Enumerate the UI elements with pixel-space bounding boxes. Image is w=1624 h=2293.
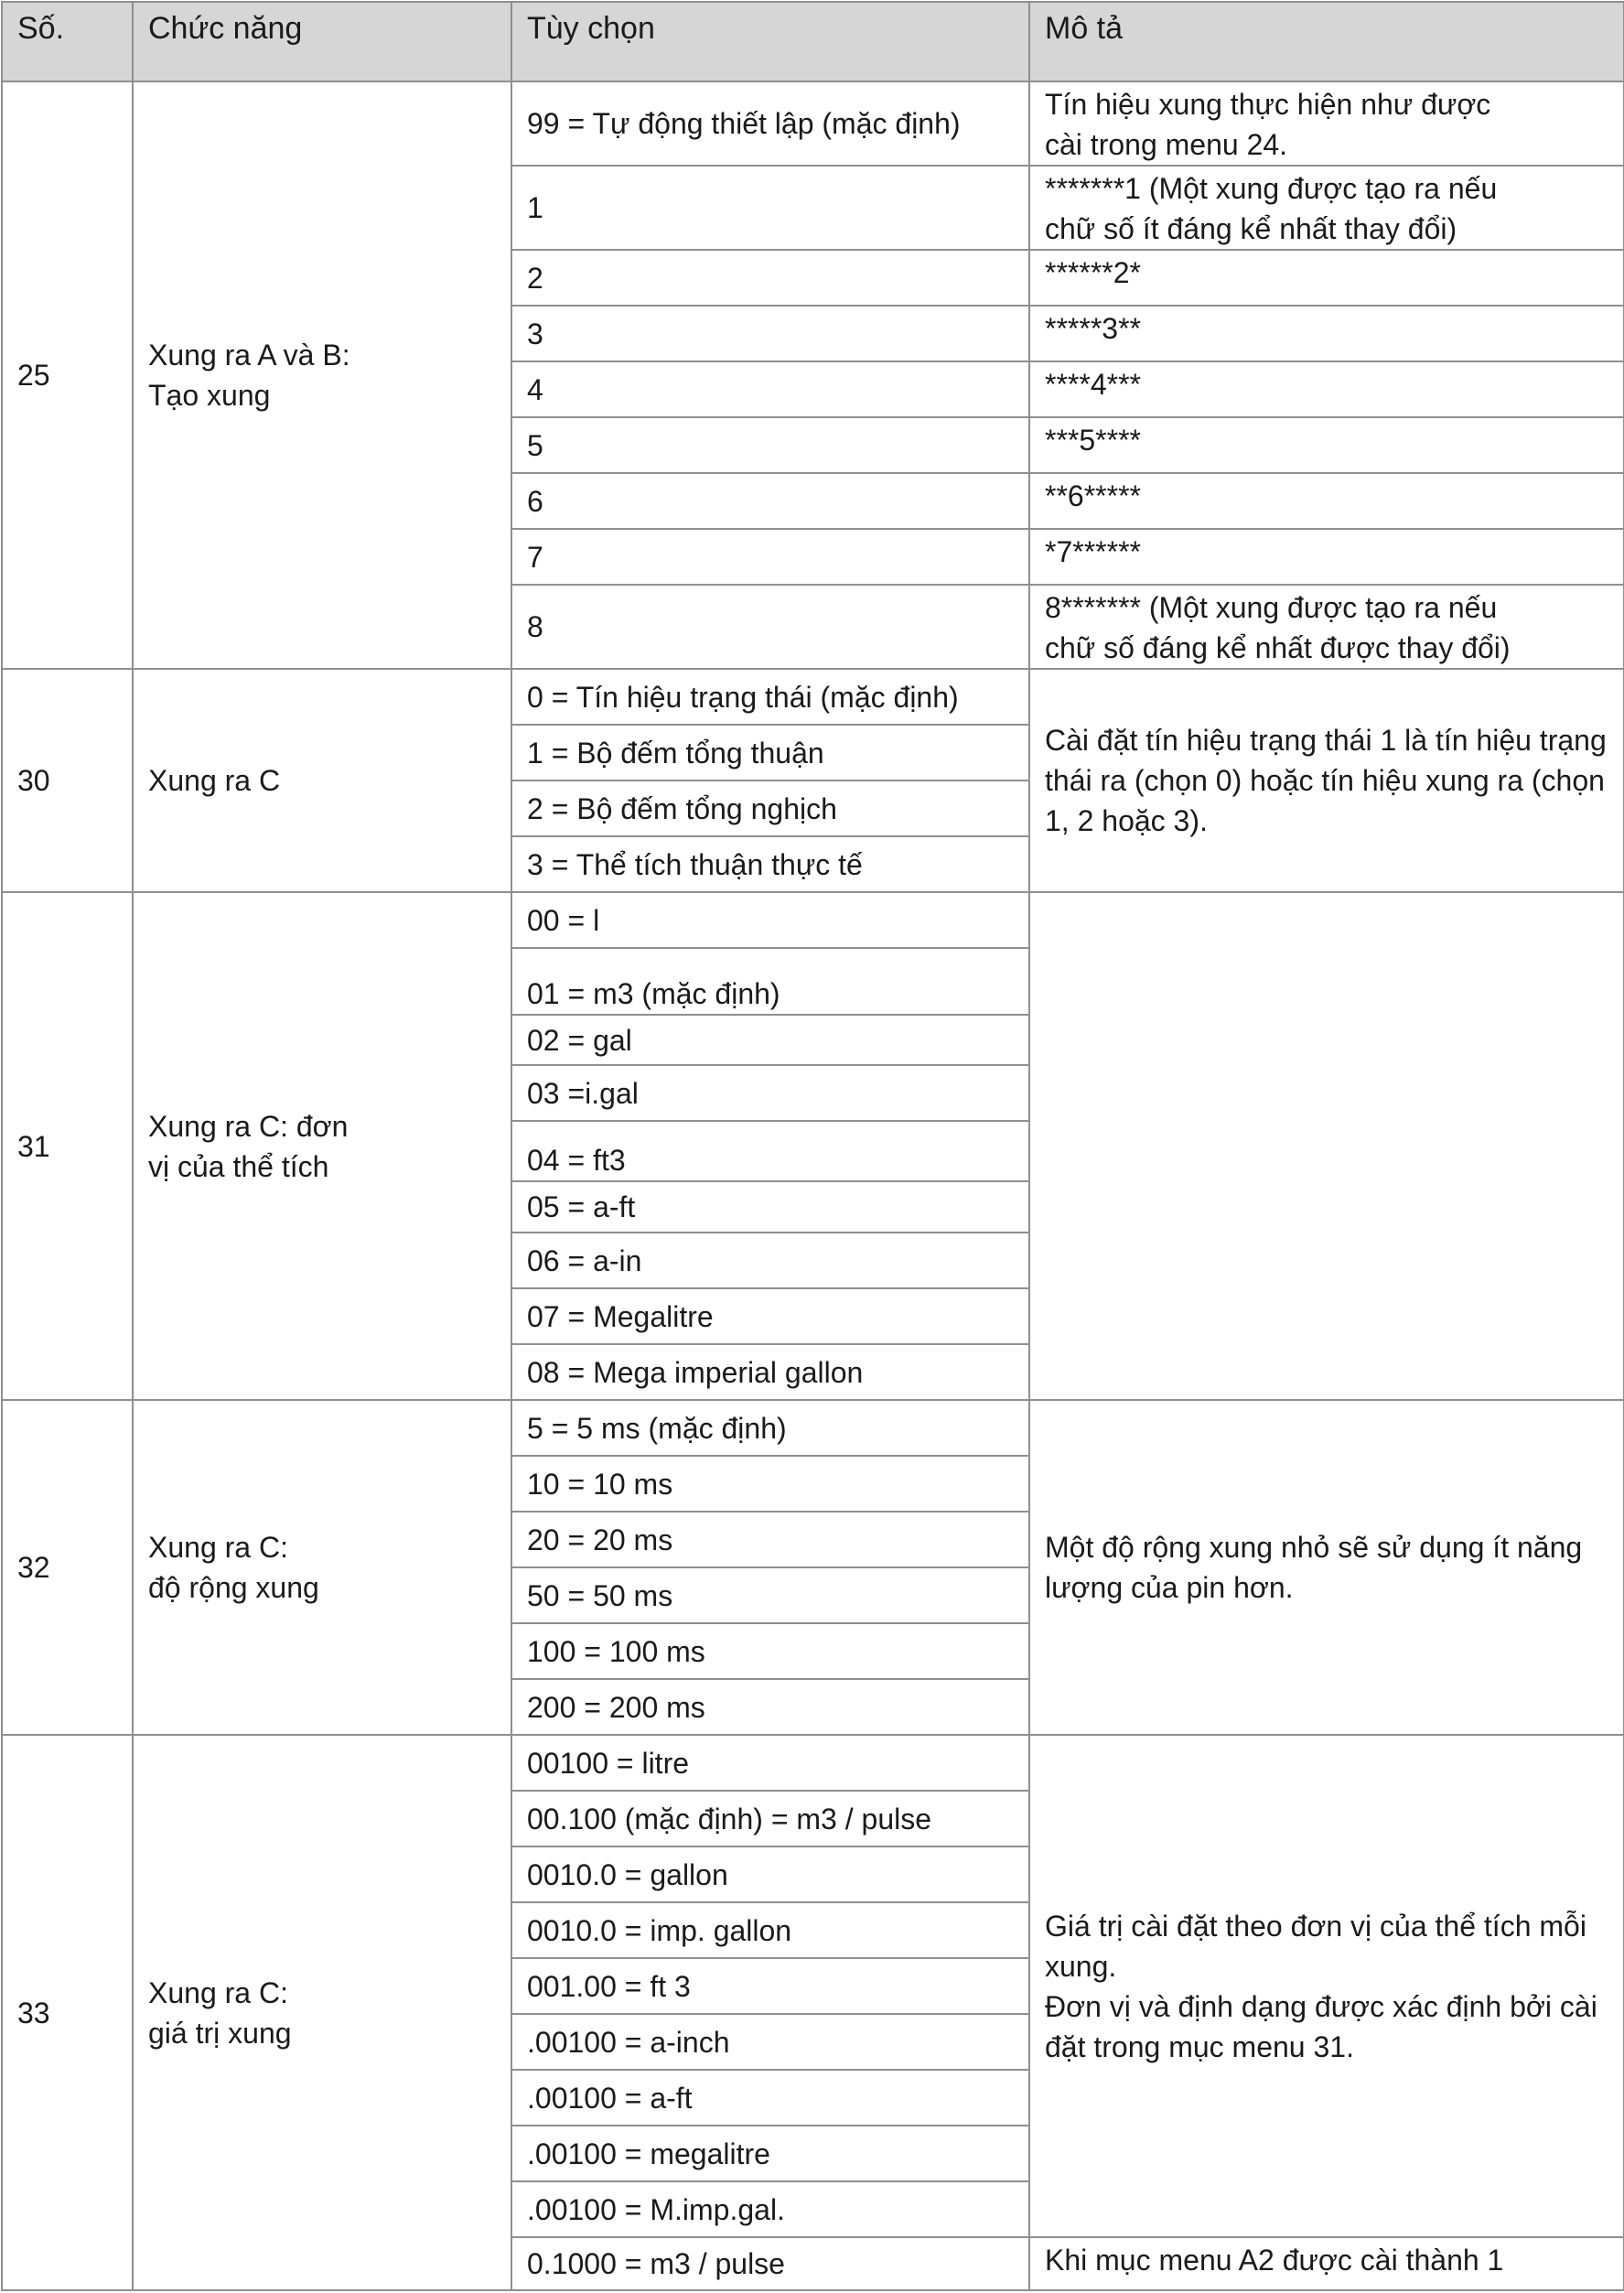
description-cell: ***5****: [1029, 417, 1624, 473]
menu-number: 25: [2, 81, 133, 669]
header-description: Mô tả: [1029, 2, 1624, 81]
option-cell: 6: [511, 473, 1029, 529]
description-cell: *7******: [1029, 529, 1624, 585]
option-cell: 0010.0 = gallon: [511, 1846, 1029, 1902]
option-cell: 1 = Bộ đếm tổng thuận: [511, 725, 1029, 780]
option-cell: 50 = 50 ms: [511, 1567, 1029, 1623]
option-cell: 07 = Megalitre: [511, 1288, 1029, 1344]
header-function: Chức năng: [133, 2, 511, 81]
function-name: Xung ra C: giá trị xung: [133, 1735, 511, 2290]
option-cell: 100 = 100 ms: [511, 1623, 1029, 1679]
description-cell: Một độ rộng xung nhỏ sẽ sử dụng ít năng lượng của pin hơn.: [1029, 1400, 1624, 1735]
header-options: Tùy chọn: [511, 2, 1029, 81]
option-cell: 01 = m3 (mặc định): [511, 948, 1029, 1015]
option-cell: .00100 = megalitre: [511, 2126, 1029, 2181]
description-cell: *******1 (Một xung được tạo ra nếu chữ số ít đáng kể nhất thay đổi): [1029, 166, 1624, 250]
option-cell: .00100 = M.imp.gal.: [511, 2181, 1029, 2237]
description-cell: **6*****: [1029, 473, 1624, 529]
option-cell: 3 = Thể tích thuận thực tế: [511, 836, 1029, 892]
description-cell: Giá trị cài đặt theo đơn vị của thể tích mỗi xung. Đơn vị và định dạng được xác định bởi cài đặt trong mục menu 31.: [1029, 1735, 1624, 2237]
option-cell: 200 = 200 ms: [511, 1679, 1029, 1735]
option-cell: 0.1000 = m3 / pulse: [511, 2237, 1029, 2290]
option-cell: 00.100 (mặc định) = m3 / pulse: [511, 1791, 1029, 1846]
table-row: [2, 669, 1624, 725]
option-cell: 1: [511, 166, 1029, 250]
menu-number: 30: [2, 669, 133, 892]
option-cell: 06 = a-in: [511, 1233, 1029, 1288]
option-cell: 10 = 10 ms: [511, 1456, 1029, 1512]
table-row: [2, 892, 1624, 948]
option-cell: 5 = 5 ms (mặc định): [511, 1400, 1029, 1456]
option-cell: 001.00 = ft 3: [511, 1958, 1029, 2014]
option-cell: 4: [511, 361, 1029, 417]
option-cell: 04 = ft3: [511, 1121, 1029, 1181]
description-cell: Khi mục menu A2 được cài thành 1: [1029, 2237, 1624, 2290]
option-cell: 8: [511, 585, 1029, 669]
description-cell: [1029, 892, 1624, 1400]
description-cell: ******2*: [1029, 250, 1624, 306]
header-no: Số.: [2, 2, 133, 81]
option-cell: 00100 = litre: [511, 1735, 1029, 1791]
option-cell: 20 = 20 ms: [511, 1512, 1029, 1567]
option-cell: 03 =i.gal: [511, 1065, 1029, 1121]
option-cell: .00100 = a-inch: [511, 2014, 1029, 2070]
function-name: Xung ra C: [133, 669, 511, 892]
option-cell: 5: [511, 417, 1029, 473]
table-row: [2, 1735, 1624, 1791]
description-cell: Tín hiệu xung thực hiện như được cài trong menu 24.: [1029, 81, 1624, 166]
option-cell: .00100 = a-ft: [511, 2070, 1029, 2126]
table-row: [2, 1400, 1624, 1456]
description-cell: *****3**: [1029, 306, 1624, 361]
option-cell: 0 = Tín hiệu trạng thái (mặc định): [511, 669, 1029, 725]
description-cell: 8******* (Một xung được tạo ra nếu chữ số đáng kể nhất được thay đổi): [1029, 585, 1624, 669]
function-name: Xung ra C: độ rộng xung: [133, 1400, 511, 1735]
option-cell: 3: [511, 306, 1029, 361]
option-cell: 99 = Tự động thiết lập (mặc định): [511, 81, 1029, 166]
menu-number: 33: [2, 1735, 133, 2290]
option-cell: 2 = Bộ đếm tổng nghịch: [511, 780, 1029, 836]
option-cell: 08 = Mega imperial gallon: [511, 1344, 1029, 1400]
menu-number: 31: [2, 892, 133, 1400]
option-cell: 05 = a-ft: [511, 1181, 1029, 1233]
settings-table: [1, 1, 1624, 2291]
option-cell: 7: [511, 529, 1029, 585]
option-cell: 2: [511, 250, 1029, 306]
option-cell: 02 = gal: [511, 1015, 1029, 1065]
option-cell: 00 = l: [511, 892, 1029, 948]
description-cell: ****4***: [1029, 361, 1624, 417]
header-row: [2, 2, 1624, 81]
table-row: [2, 81, 1624, 166]
menu-number: 32: [2, 1400, 133, 1735]
option-cell: 0010.0 = imp. gallon: [511, 1902, 1029, 1958]
function-name: Xung ra C: đơn vị của thể tích: [133, 892, 511, 1400]
description-cell: Cài đặt tín hiệu trạng thái 1 là tín hiệu trạng thái ra (chọn 0) hoặc tín hiệu xung ra (chọn 1, 2 hoặc 3).: [1029, 669, 1624, 892]
function-name: Xung ra A và B: Tạo xung: [133, 81, 511, 669]
